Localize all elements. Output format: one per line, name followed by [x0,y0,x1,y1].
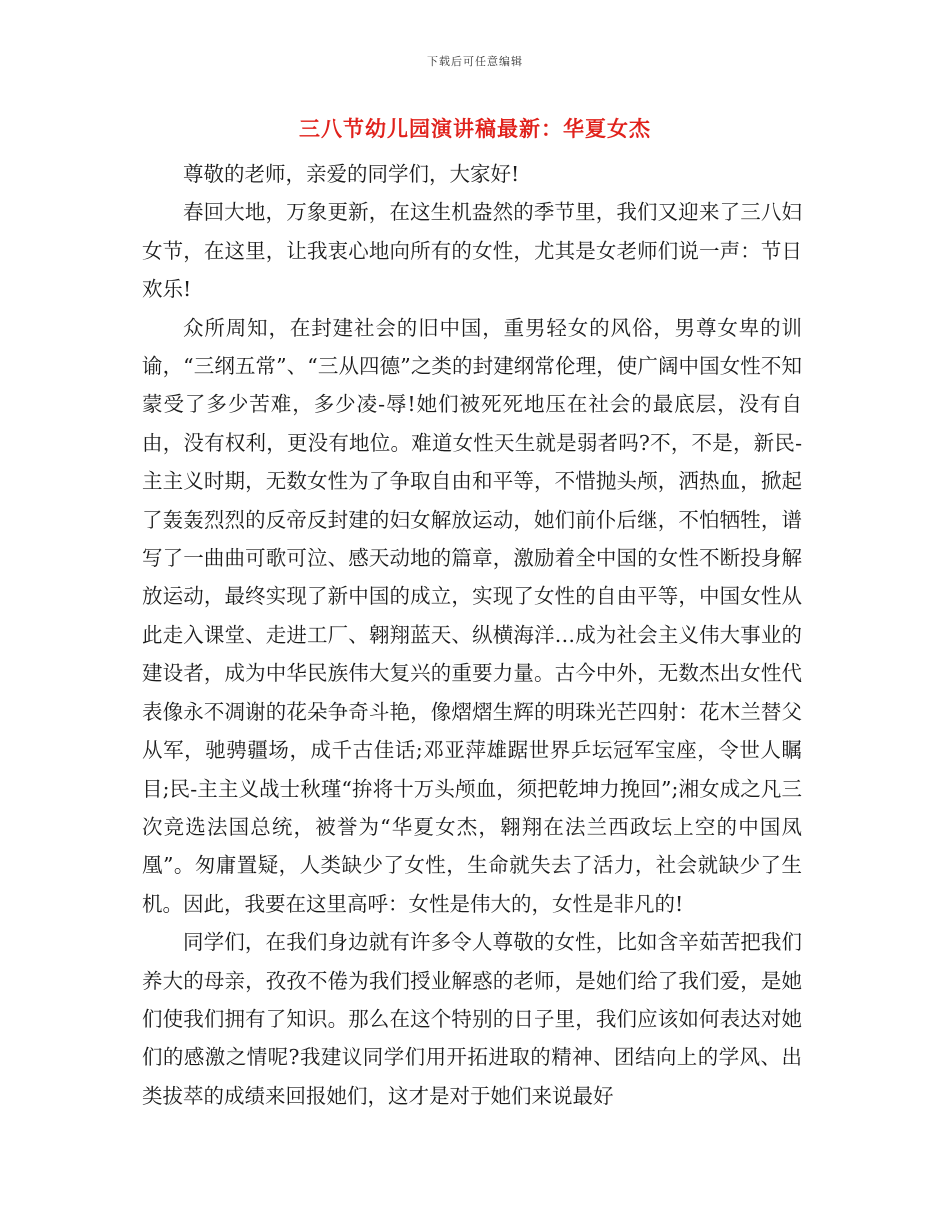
document-body [142,155,802,1115]
paragraph-greeting: 尊敬的老师，亲爱的同学们，大家好! [183,162,520,186]
header-note: 下载后可任意编辑 [427,55,523,68]
paragraph-history: 众所周知，在封建社会的旧中国，重男轻女的风俗，男尊女卑的训谕，“三纲五常”、“三从四德”之类的封建纲常伦理，使广阔中国女性不知蒙受了多少苦难，多少凌-辱!她们被死死地压在社会的最底层，没有自由，没有权利，更没有地位。难道女性天生就是弱者吗?不，不是，新民-主主义时期，无数女性为了争取自由和平等，不惜抛头颅，洒热血，掀起了轰轰烈烈的反帝反封建的妇女解放运动，她们前仆后继，不怕牺牲，谱写了一曲曲可歌可泣、感天动地的篇章，激励着全中国的女性不断投身解放运动，最终实现了新中国的成立，实现了女性的自由平等，中国女性从此走入课堂、走进工厂、翱翔蓝天、纵横海洋…成为社会主义伟大事业的建设者，成为中华民族伟大复兴的重要力量。古今中外，无数杰出女性代表像永不凋谢的花朵争奇斗艳，像熠熠生辉的明珠光芒四射：花木兰替父从军，驰骋疆场，成千古佳话;邓亚萍雄踞世界乒坛冠军宝座，令世人瞩目;民-主主义战士秋瑾“拚将十万头颅血，须把乾坤力挽回”;湘女成之凡三次竞选法国总统，被誉为“华夏女杰，翱翔在法兰西政坛上空的中国凤凰”。匆庸置疑，人类缺少了女性，生命就失去了活力，社会就缺少了生机。因此，我要在这里高呼：女性是伟大的，女性是非凡的! [142,315,802,916]
paragraph-festival: 春回大地，万象更新，在这生机盎然的季节里，我们又迎来了三八妇女节，在这里，让我衷心地向所有的女性，尤其是女老师们说一声：节日欢乐! [142,200,802,302]
document-title: 三八节幼儿园演讲稿最新：华夏女杰 [299,117,651,141]
paragraph-appeal: 同学们，在我们身边就有许多令人尊敬的女性，比如含辛茹苦把我们养大的母亲，孜孜不倦为我们授业解惑的老师，是她们给了我们爱，是她们使我们拥有了知识。那么在这个特别的日子里，我们应该如何表达对她们的感激之情呢?我建议同学们用开拓进取的精神、团结向上的学风、出类拔萃的成绩来回报她们，这才是对于她们来说最好 [142,930,802,1108]
